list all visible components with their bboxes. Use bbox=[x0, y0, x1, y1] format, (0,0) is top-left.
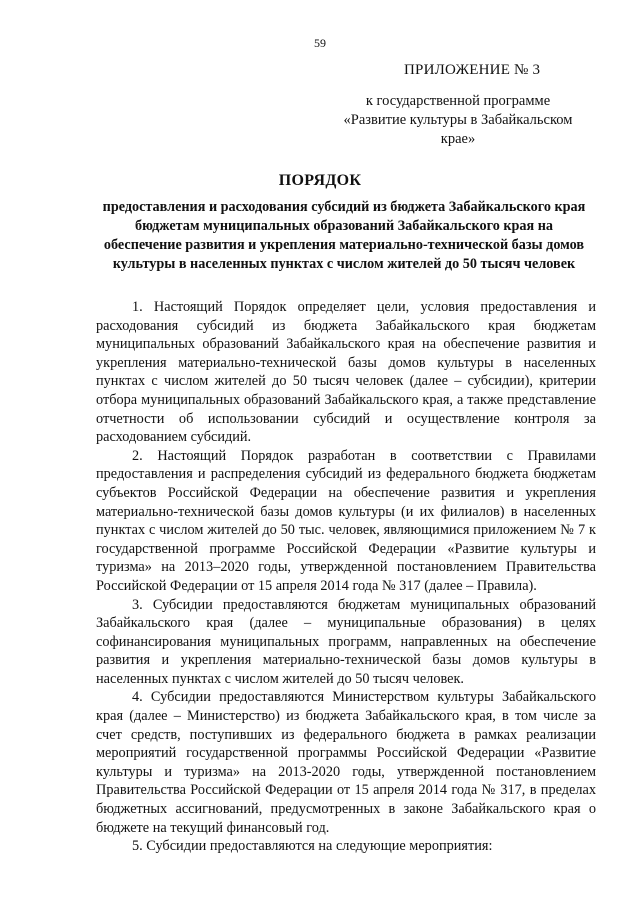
paragraph-1: 1. Настоящий Порядок определяет цели, условия предоставления и расходования субсидий из бюджета Забайкальского края бюджетам муниципальных образований Забайкальского края на обеспечение развития и укрепления материально-технической базы домов культуры в населенных пунктах с числом жителей до 50 тысяч человек (далее – субсидии), критерии отбора муниципальных образований Забайкальского края, а также представление отчетности об использовании субсидий и осуществление контроля за расходованием субсидий. bbox=[96, 299, 596, 446]
page-number: 59 bbox=[314, 36, 326, 50]
document-body bbox=[96, 298, 596, 856]
appendix-reference: к государственной программе «Развитие культуры в Забайкальском крае» bbox=[343, 93, 573, 147]
paragraph-2: 2. Настоящий Порядок разработан в соответствии с Правилами предоставления и распределения субсидий из федерального бюджета бюджетам субъектов Российской Федерации на обеспечение развития и укрепления материально-технической базы домов культуры (и их филиалов) в населенных пунктах с числом жителей до 50 тыс. человек, являющимися приложением № 7 к государственной программе Российской Федерации «Развитие культуры и туризма» на 2013–2020 годы, утвержденной постановлением Правительства Российской Федерации от 15 апреля 2014 года № 317 (далее – Правила). bbox=[96, 447, 596, 594]
paragraph-4: 4. Субсидии предоставляются Министерством культуры Забайкальского края (далее – Министерство) из бюджета Забайкальского края, в том числе за счет средств, поступивших из федерального бюджета в рамках реализации мероприятий государственной программы Российской Федерации «Развитие культуры и туризма» на 2013-2020 годы, утвержденной постановлением Правительства Российской Федерации от 15 апреля 2014 года № 317, в пределах бюджетных ассигнований, предусмотренных в законе Забайкальского края о бюджете на текущий финансовый год. bbox=[96, 689, 596, 836]
paragraph-3: 3. Субсидии предоставляются бюджетам муниципальных образований Забайкальского края (далее – муниципальные образования) в целях софинансирования муниципальных программ, направленных на обеспечение развития и укрепления материально-технической базы домов культуры в населенных пунктах с числом жителей до 50 тысяч человек. bbox=[96, 596, 596, 687]
appendix-title: ПРИЛОЖЕНИЕ № 3 bbox=[404, 62, 541, 78]
paragraph-5: 5. Субсидии предоставляются на следующие мероприятия: bbox=[132, 838, 493, 855]
document-subtitle: предоставления и расходования субсидий из бюджета Забайкальского края бюджетам муниципальных образований Забайкальского края на обеспечение развития и укрепления материально-технической базы домов культуры в населенных пунктах с числом жителей до 50 тысяч человек bbox=[102, 199, 586, 272]
document-title: ПОРЯДОК bbox=[278, 172, 362, 189]
